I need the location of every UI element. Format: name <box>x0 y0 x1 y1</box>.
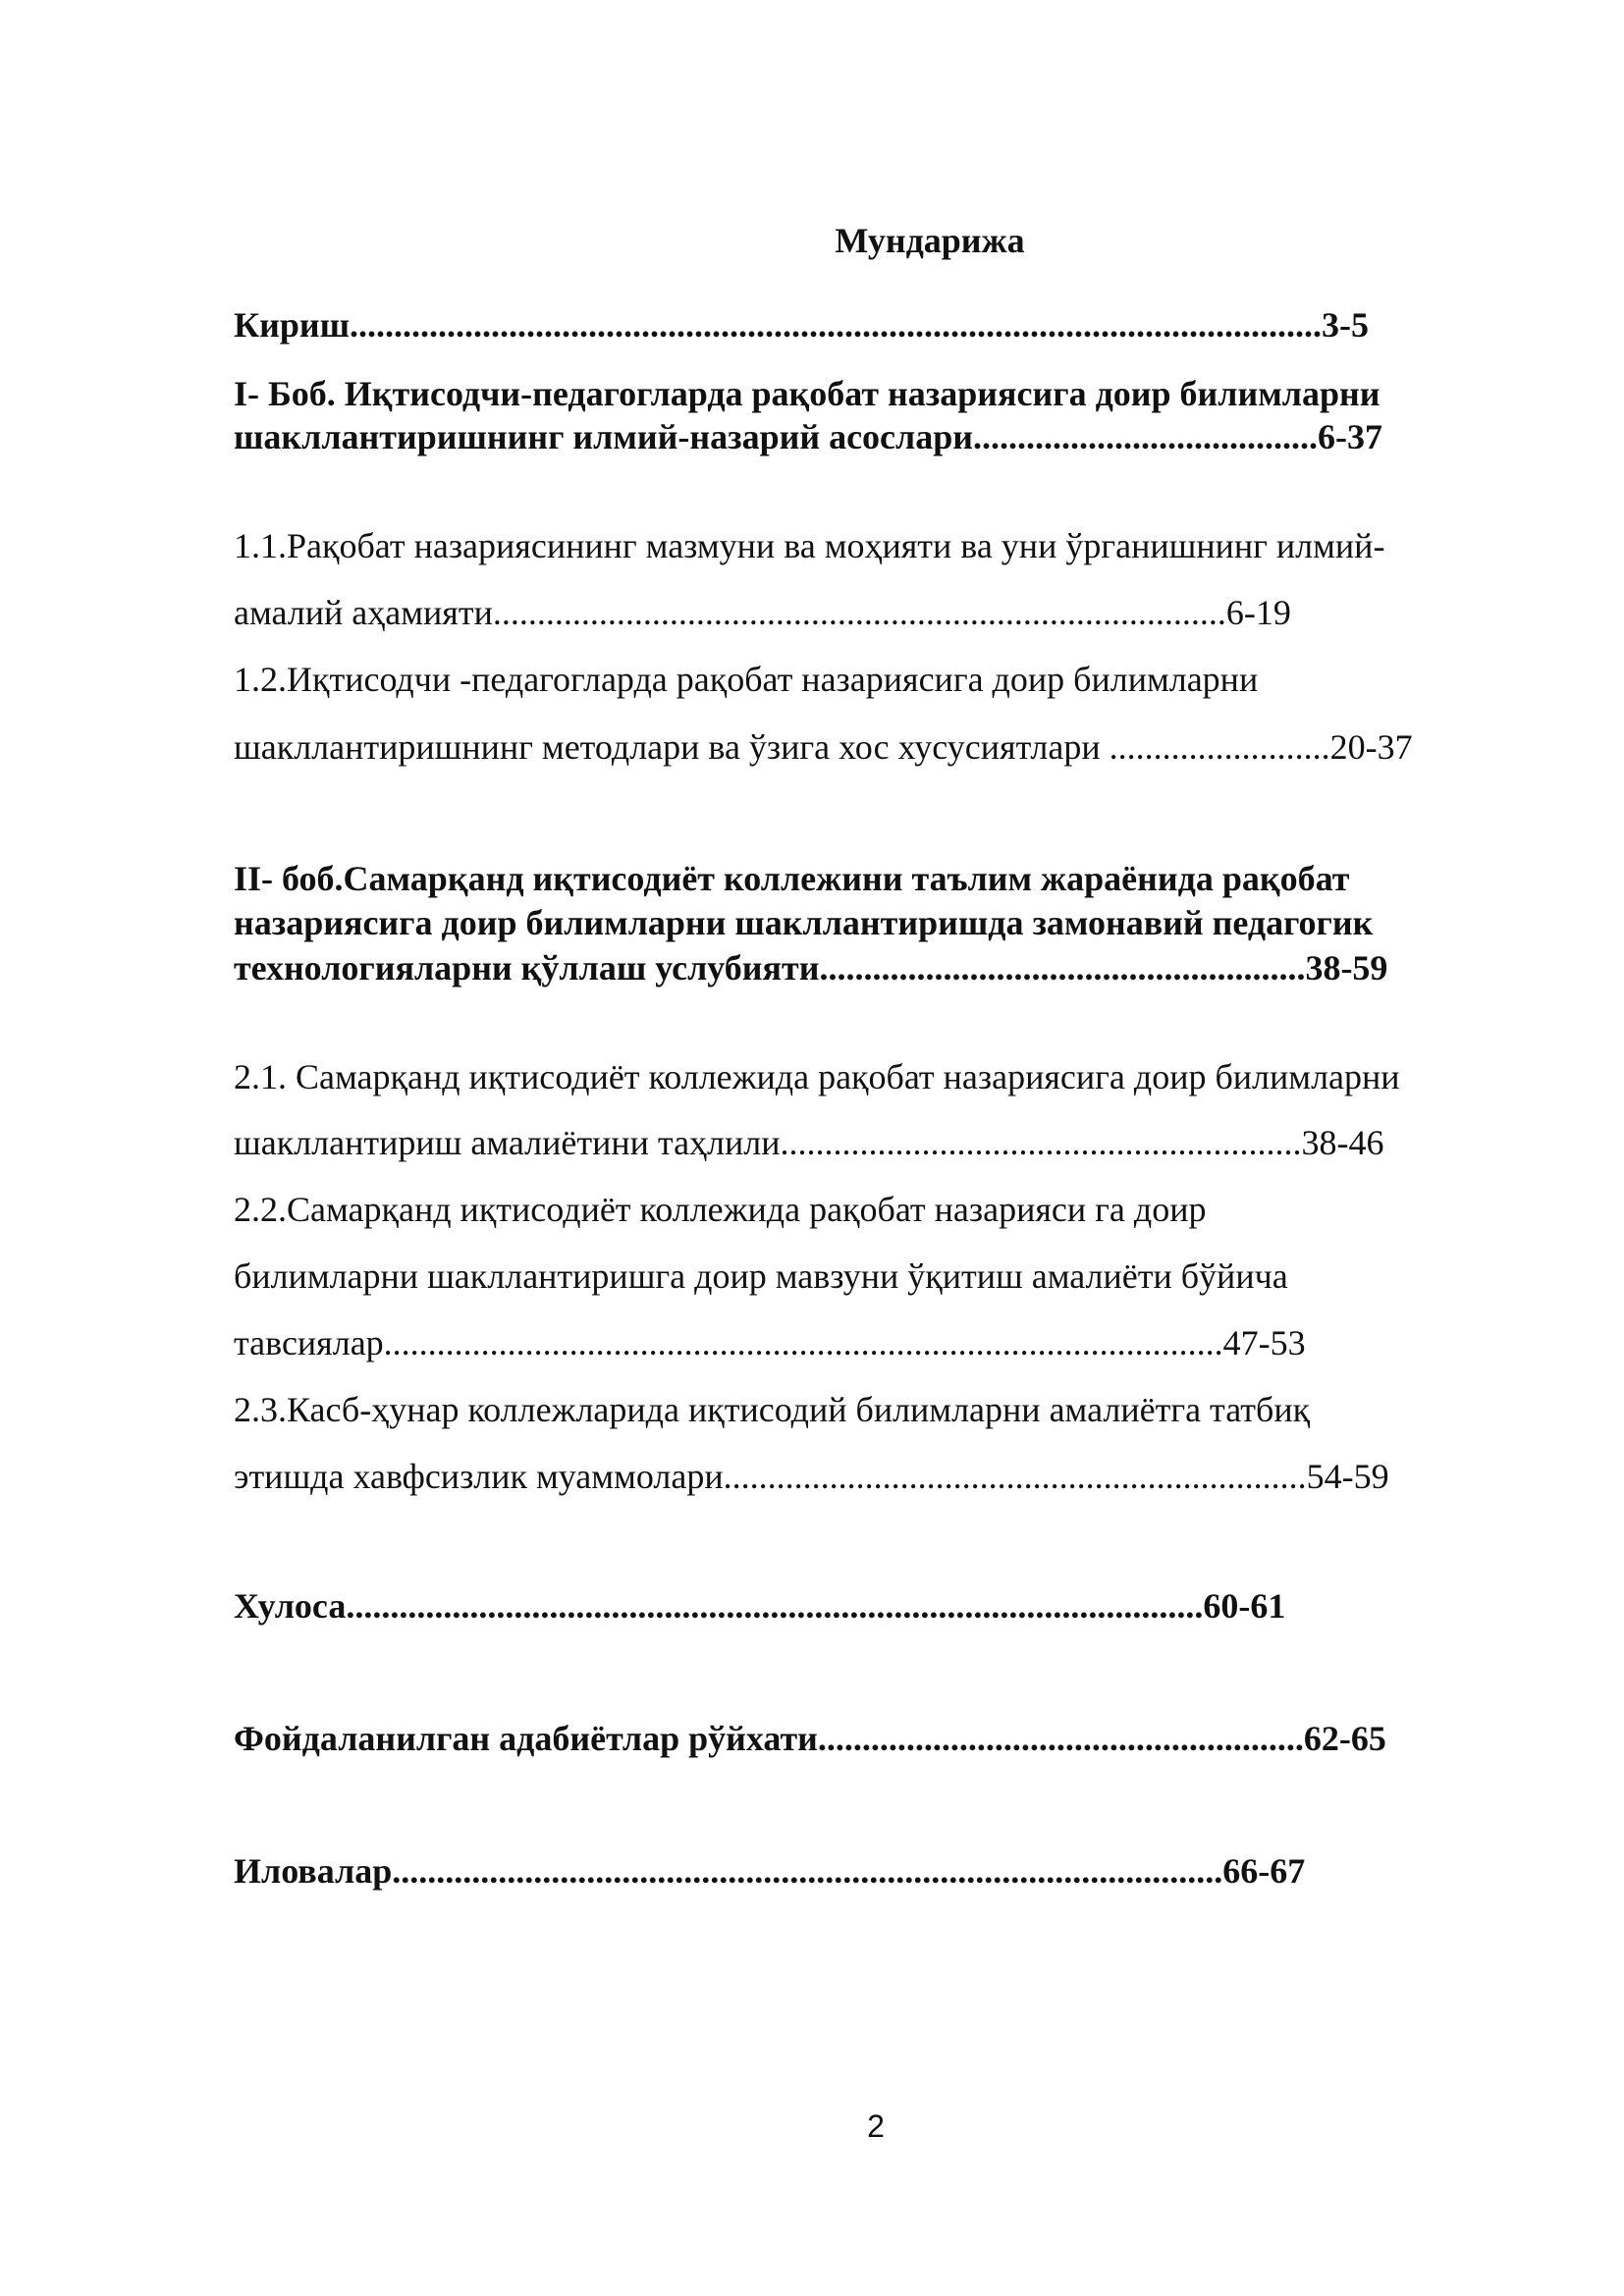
toc-chapter-1-line-1: I- Боб. Иқтисодчи-педагогларда рақобат назариясига доир билимларни <box>234 374 1380 413</box>
toc-section-2-3-line-2: этишда хавфсизлик муаммолари..................................................................54-59 <box>234 1457 1389 1496</box>
toc-section-2-3-line-1: 2.3.Касб-ҳунар коллежларида иқтисодий билимларни амалиётга татбиқ <box>234 1390 1311 1429</box>
toc-entry-appendices: Иловалар..............................................................................................66-67 <box>234 1851 1306 1891</box>
toc-section-1-1-line-1: 1.1.Рақобат назариясининг мазмуни ва моҳияти ва уни ўрганишнинг илмий- <box>234 526 1385 565</box>
toc-chapter-2-line-3: технологияларни қўллаш услубияти.......................................................38-59 <box>234 948 1388 988</box>
toc-entry-conclusion: Хулоса.................................................................................................60-61 <box>234 1586 1286 1626</box>
page-number: 2 <box>867 2109 885 2144</box>
toc-section-1-1-line-2: амалий аҳамияти...................................................................................6-19 <box>234 593 1291 632</box>
toc-section-2-1-line-1: 2.1. Самарқанд иқтисодиёт коллежида рақобат назариясига доир билимларни <box>234 1057 1400 1096</box>
page-title: Мундарижа <box>835 221 1025 260</box>
toc-chapter-1-line-2: шакллантиришнинг илмий-назарий асослари.......................................6-37 <box>234 417 1382 456</box>
toc-chapter-2-line-1: II- боб.Самарқанд иқтисодиёт коллежини таълим жараёнида рақобат <box>234 859 1350 898</box>
toc-section-2-2-line-3: тавсиялар...............................................................................................47-53 <box>234 1323 1306 1362</box>
toc-chapter-2-line-2: назариясига доир билимларни шакллантиришда замонавий педагогик <box>234 903 1374 942</box>
toc-section-2-2-line-1: 2.2.Самарқанд иқтисодиёт коллежида рақобат назарияси га доир <box>234 1190 1207 1229</box>
toc-section-1-2-line-2: шакллантиришнинг методлари ва ўзига хос хусусиятлари .........................20-37 <box>234 727 1413 767</box>
toc-entry-references: Фойдаланилган адабиётлар рўйхати.......................................................62-65 <box>234 1719 1386 1758</box>
toc-section-2-1-line-2: шакллантириш амалиётини таҳлили...........................................................38-46 <box>234 1123 1384 1162</box>
toc-section-2-2-line-2: билимларни шакллантиришга доир мавзуни ўқитиш амалиёти бўйича <box>234 1256 1288 1296</box>
toc-section-1-2-line-1: 1.2.Иқтисодчи -педагогларда рақобат назариясига доир билимларни <box>234 660 1259 699</box>
toc-entry-intro: Кириш..............................................................................................................3-5 <box>234 305 1369 345</box>
